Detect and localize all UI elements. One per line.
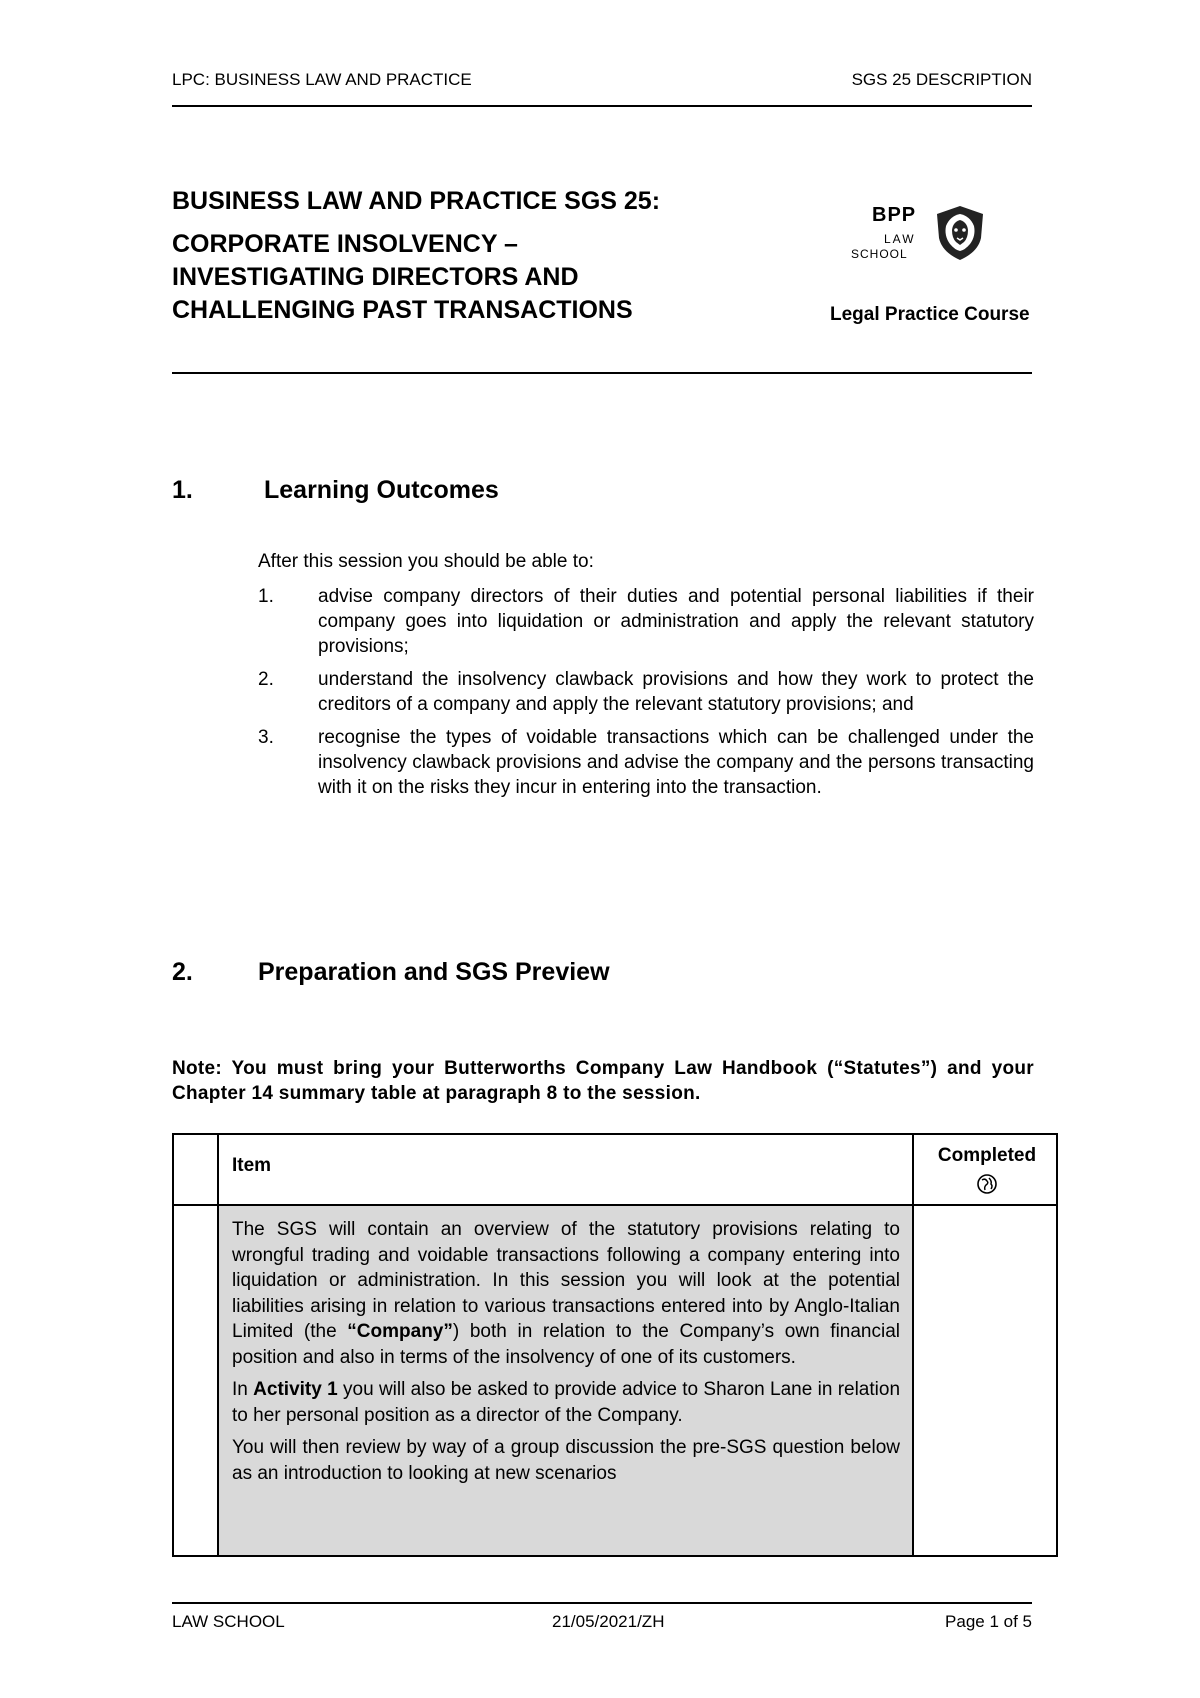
table-column-divider	[912, 1135, 914, 1555]
activity-1-ref: Activity 1	[253, 1379, 338, 1400]
preparation-note: Note: You must bring your Butterworths Company Law Handbook (“Statutes”) and your Chapter 14 summary table at paragraph 8 to the session.	[172, 1058, 1034, 1104]
section-2-title: Preparation and SGS Preview	[258, 958, 610, 986]
section-2-number: 2.	[172, 958, 193, 986]
preview-p2-a: In	[232, 1379, 254, 1400]
table-row-preview-text	[232, 1217, 900, 1493]
document-title	[172, 186, 732, 327]
title-line-1: BUSINESS LAW AND PRACTICE SGS 25:	[172, 187, 661, 215]
preview-p1-a: The SGS will contain an overview of the statutory provisions relating to wrongful trading and voidable transactions following a company entering into liquidation or administration. In this session you will look at the potential liabilities arising in relation to various transactions entered into by Anglo-Italian Limited (the	[232, 1219, 900, 1342]
list-item-text: understand the insolvency clawback provisions and how they work to protect the creditors of a company and apply the relevant statutory provisions; and	[318, 669, 1034, 715]
footer-school: LAW SCHOOL	[172, 1612, 285, 1631]
title-rule	[172, 372, 1032, 374]
defined-term-company: “Company”	[347, 1321, 453, 1342]
logo-bpp-text: BPP	[872, 204, 917, 226]
footer-rule	[172, 1602, 1032, 1604]
list-item	[258, 725, 1034, 800]
title-line-2: CORPORATE INSOLVENCY –	[172, 230, 518, 258]
completed-label: Completed	[937, 1145, 1037, 1166]
table-header-item: Item	[232, 1155, 272, 1176]
header-session-label: SGS 25 DESCRIPTION	[851, 70, 1032, 89]
course-name: Legal Practice Course	[830, 304, 1030, 325]
header-course-title: LPC: BUSINESS LAW AND PRACTICE	[172, 70, 472, 89]
title-line-4: CHALLENGING PAST TRANSACTIONS	[172, 296, 633, 324]
globe-icon	[976, 1173, 998, 1195]
footer-page-number: Page 1 of 5	[945, 1612, 1032, 1631]
list-item-number: 3.	[258, 727, 274, 748]
section-1-number: 1.	[172, 476, 193, 504]
table-header-completed	[926, 1145, 1048, 1195]
learning-outcomes-list	[258, 584, 1034, 808]
preview-p1-c: ) both in relation to the Company’s own financial position and also in terms of the insolvency of one of its customers.	[232, 1321, 900, 1368]
section-1-title: Learning Outcomes	[264, 476, 499, 504]
list-item-text: advise company directors of their duties and potential personal liabilities if their company goes into liquidation or administration and apply the relevant statutory provisions;	[318, 586, 1034, 657]
list-item-text: recognise the types of voidable transactions which can be challenged under the insolvency clawback provisions and advise the company and the persons transacting with it on the risks they incur in entering into the transaction.	[318, 727, 1034, 798]
list-item	[258, 667, 1034, 717]
list-item	[258, 584, 1034, 659]
lion-shield-icon	[934, 204, 986, 262]
preview-paragraph-3: You will then review by way of a group discussion the pre-SGS question below as an introduction to looking at new scenarios	[232, 1437, 900, 1484]
footer-date-code: 21/05/2021/ZH	[552, 1612, 665, 1631]
title-line-3: INVESTIGATING DIRECTORS AND	[172, 263, 579, 291]
preview-paragraph-2	[232, 1377, 900, 1428]
outcomes-intro: After this session you should be able to:	[258, 551, 594, 572]
bpp-law-school-logo	[848, 204, 988, 264]
preview-p2-c: you will also be asked to provide advice to Sharon Lane in relation to her personal position as a director of the Company.	[232, 1379, 901, 1426]
logo-law-text: LAW	[884, 232, 916, 246]
section-1-heading	[172, 476, 499, 505]
list-item-number: 2.	[258, 669, 274, 690]
preparation-table	[172, 1133, 1058, 1557]
list-item-number: 1.	[258, 586, 274, 607]
section-2-heading	[172, 958, 610, 987]
logo-school-text: SCHOOL	[851, 247, 908, 261]
header-rule	[172, 105, 1032, 107]
preview-paragraph-1	[232, 1217, 900, 1370]
table-number-column	[174, 1135, 219, 1555]
table-header-rule	[174, 1204, 1056, 1206]
